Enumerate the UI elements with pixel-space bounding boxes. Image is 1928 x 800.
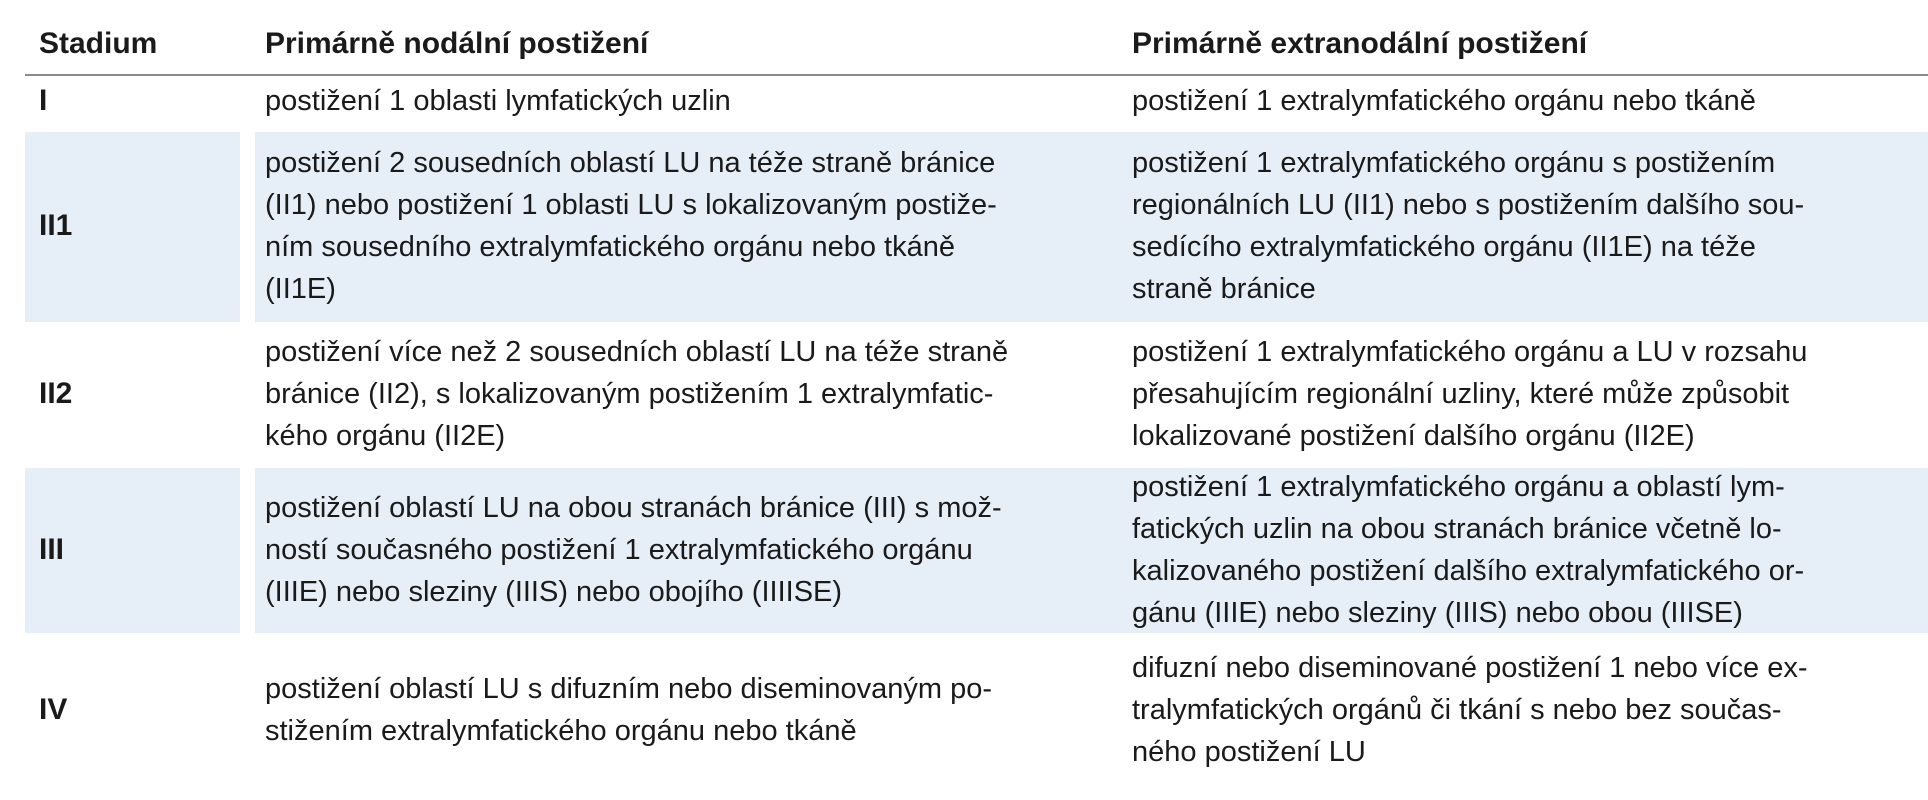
nodal-text-line: stižením extralymfatického orgánu nebo tkáně (265, 715, 857, 747)
extranodal-text-line: postižení 1 extralymfatického orgánu nebo tkáně (1132, 85, 1756, 117)
extranodal-text-line: lokalizované postižení dalšího orgánu (II2E) (1132, 420, 1695, 452)
extranodal-text-line: straně bránice (1132, 273, 1316, 305)
extranodal-text-line: postižení 1 extralymfatického orgánu s postižením (1132, 147, 1776, 179)
extranodal-text-line: sedícího extralymfatického orgánu (II1E) na téže (1132, 231, 1756, 263)
table-row (25, 326, 1928, 462)
extranodal-text-line: kalizovaného postižení dalšího extralymfatického or- (1132, 555, 1805, 587)
nodal-text-line: (IIIE) nebo sleziny (IIIS) nebo obojího (IIIISE) (265, 576, 843, 608)
nodal-cell (265, 80, 731, 122)
stage-label: II1 (39, 209, 73, 242)
nodal-text-line: ností současného postižení 1 extralymfatického orgánu (265, 534, 973, 566)
header-stage: Stadium (39, 27, 158, 60)
table-body (25, 76, 1928, 782)
extranodal-cell (1132, 331, 1807, 457)
extranodal-cell (1132, 142, 1804, 310)
extranodal-text-line: postižení 1 extralymfatického orgánu a oblastí lym- (1132, 471, 1785, 503)
table-header (25, 18, 1928, 76)
nodal-text-line: (II1E) (265, 273, 336, 305)
extranodal-text-line: ného postižení LU (1132, 736, 1366, 768)
nodal-text-line: postižení 2 sousedních oblastí LU na téže straně bránice (265, 147, 996, 179)
table-row (25, 76, 1928, 126)
nodal-text-line: postižení oblastí LU s difuzním nebo diseminovaným po- (265, 673, 992, 705)
extranodal-cell (1132, 466, 1804, 634)
nodal-text-line: postižení oblastí LU na obou stranách bránice (III) s mož- (265, 492, 1002, 524)
table-row (25, 637, 1928, 782)
extranodal-text-line: postižení 1 extralymfatického orgánu a LU v rozsahu (1132, 336, 1808, 368)
nodal-text-line: postižení více než 2 sousedních oblastí LU na téže straně (265, 336, 1009, 368)
extranodal-cell (1132, 80, 1756, 122)
header-nodal: Primárně nodální postižení (265, 27, 649, 60)
nodal-text-line: ním sousedního extralymfatického orgánu nebo tkáně (265, 231, 955, 263)
extranodal-text-line: gánu (IIIE) nebo sleziny (IIIS) nebo obou (IIISE) (1132, 597, 1743, 629)
staging-table (25, 18, 1928, 782)
nodal-cell (265, 487, 1002, 613)
nodal-cell (265, 668, 992, 752)
extranodal-text-line: difuzní nebo diseminované postižení 1 nebo více ex- (1132, 652, 1808, 684)
extranodal-text-line: regionálních LU (II1) nebo s postižením dalšího sou- (1132, 189, 1805, 221)
extranodal-text-line: přesahujícím regionální uzliny, které může způsobit (1132, 378, 1790, 410)
nodal-text-line: (II1) nebo postižení 1 oblasti LU s lokalizovaným postiže- (265, 189, 997, 221)
stage-label: III (39, 533, 65, 566)
table-row (25, 126, 1928, 326)
extranodal-cell (1132, 647, 1807, 773)
stage-label: II2 (39, 377, 73, 410)
nodal-text-line: postižení 1 oblasti lymfatických uzlin (265, 85, 731, 117)
nodal-cell (265, 142, 997, 310)
table-row (25, 462, 1928, 637)
extranodal-text-line: fatických uzlin na obou stranách bránice včetně lo- (1132, 513, 1782, 545)
nodal-text-line: kého orgánu (II2E) (265, 420, 506, 452)
extranodal-text-line: tralymfatických orgánů či tkání s nebo bez součas- (1132, 694, 1782, 726)
stage-label: IV (39, 693, 68, 726)
stage-label: I (39, 84, 48, 117)
header-extranodal: Primárně extranodální postižení (1132, 27, 1588, 60)
nodal-cell (265, 331, 1008, 457)
nodal-text-line: bránice (II2), s lokalizovaným postižením 1 extralymfatic- (265, 378, 994, 410)
